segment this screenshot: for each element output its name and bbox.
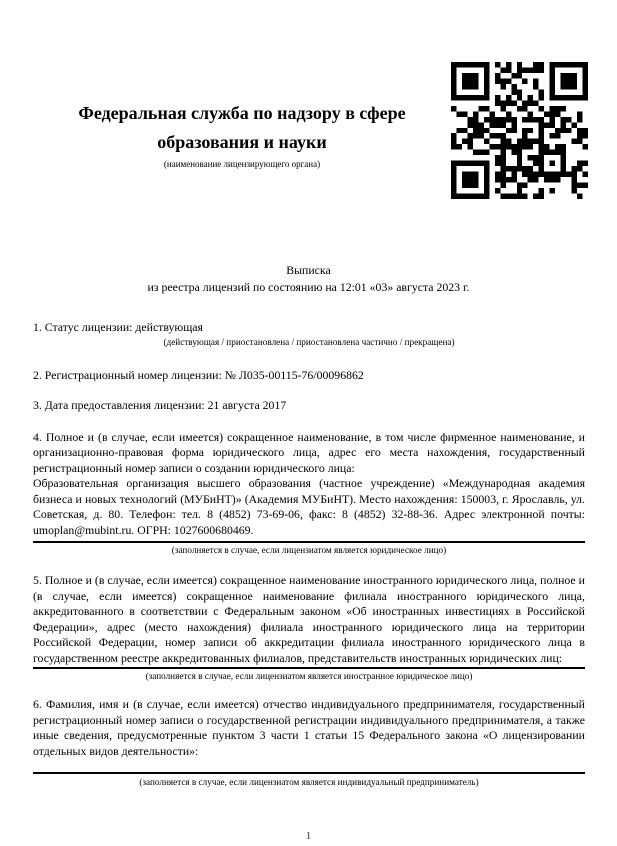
document-title-line1: Выписка [286, 263, 331, 277]
fill-line [33, 667, 585, 669]
document-header [33, 0, 451, 169]
authority-name-line1: Федеральная служба по надзору в сфере [78, 103, 406, 123]
foreign-entity-caption: (заполняется в случае, если лицензиатом является иностранное юридическое лицо) [145, 671, 473, 681]
legal-entity-caption: (заполняется в случае, если лицензиатом является юридическое лицо) [171, 545, 447, 555]
fill-line [33, 772, 585, 774]
fill-line [33, 541, 585, 543]
item-license-status [33, 320, 585, 348]
item-grant-date: 3. Дата предоставления лицензии: 21 августа 2017 [33, 398, 287, 412]
document-title [0, 262, 617, 295]
legal-entity-clause-text: 4. Полное и (в случае, если имеется) сокращенное наименование, в том числе фирменное наименование, и организационно-правовая форма юридического лица, адрес его места нахождения, государственный регистрационный номер записи о создании юридического лица: [33, 429, 585, 475]
legal-entity-details: Образовательная организация высшего образования (частное учреждение) «Международная академия бизнеса и новых технологий (МУБиНТ)» (Академия МУБиНТ). Место нахождения: 150003, г. Ярославль, ул. Советская, д. 80. Телефон: тел. 8 (4852) 73-69-06, факс: 8 (4852) 32-88-36. Адрес электронной почты: umoplan@mubint.ru. ОГРН: 1027600680469. [33, 476, 585, 537]
item-registration-number: 2. Регистрационный номер лицензии: № Л035-00115-76/00096862 [33, 367, 364, 382]
item-legal-entity [33, 430, 585, 557]
document-title-line2: из реестра лицензий по состоянию на 12:01 «03» августа 2023 г. [147, 279, 470, 294]
qr-code [451, 62, 588, 199]
authority-name-caption: (наименование лицензирующего органа) [163, 159, 321, 169]
item-foreign-entity [33, 573, 585, 682]
document-body [33, 320, 585, 788]
licensing-authority-name [33, 99, 451, 157]
entrepreneur-clause-text: 6. Фамилия, имя и (в случае, если имеется) отчество индивидуального предпринимателя, государственный регистрационный номер записи о государственной регистрации индивидуального предпринимателя, а также иные сведения, предусмотренные пунктом 3 части 1 статьи 15 Федерального закона «О лицензировании отдельных видов деятельности»: [33, 697, 585, 758]
page-number: 1 [305, 830, 312, 842]
item-individual-entrepreneur [33, 697, 585, 788]
authority-name-line2: образования и науки [157, 132, 327, 152]
foreign-entity-clause-text: 5. Полное и (в случае, если имеется) сокращенное наименование иностранного юридического лица, полное и (в случае, если имеется) сокращенное наименование филиала иностранного юридического лица, аккредитованного в соответствии с Федеральным законом «Об иностранных инвестициях в Российской Федерации», адрес (место нахождения) филиала иностранного юридического лица на территории Российской Федерации, номер записи об аккредитации филиала иностранного юридического лица в государственном реестре аккредитованных филиалов, представительств иностранных юридических лиц: [33, 573, 585, 665]
license-status-text: 1. Статус лицензии: действующая [33, 320, 203, 334]
license-status-options-caption: (действующая / приостановлена / приостановлена частично / прекращена) [163, 336, 455, 347]
entrepreneur-caption: (заполняется в случае, если лицензиатом является индивидуальный предприниматель) [139, 777, 479, 787]
